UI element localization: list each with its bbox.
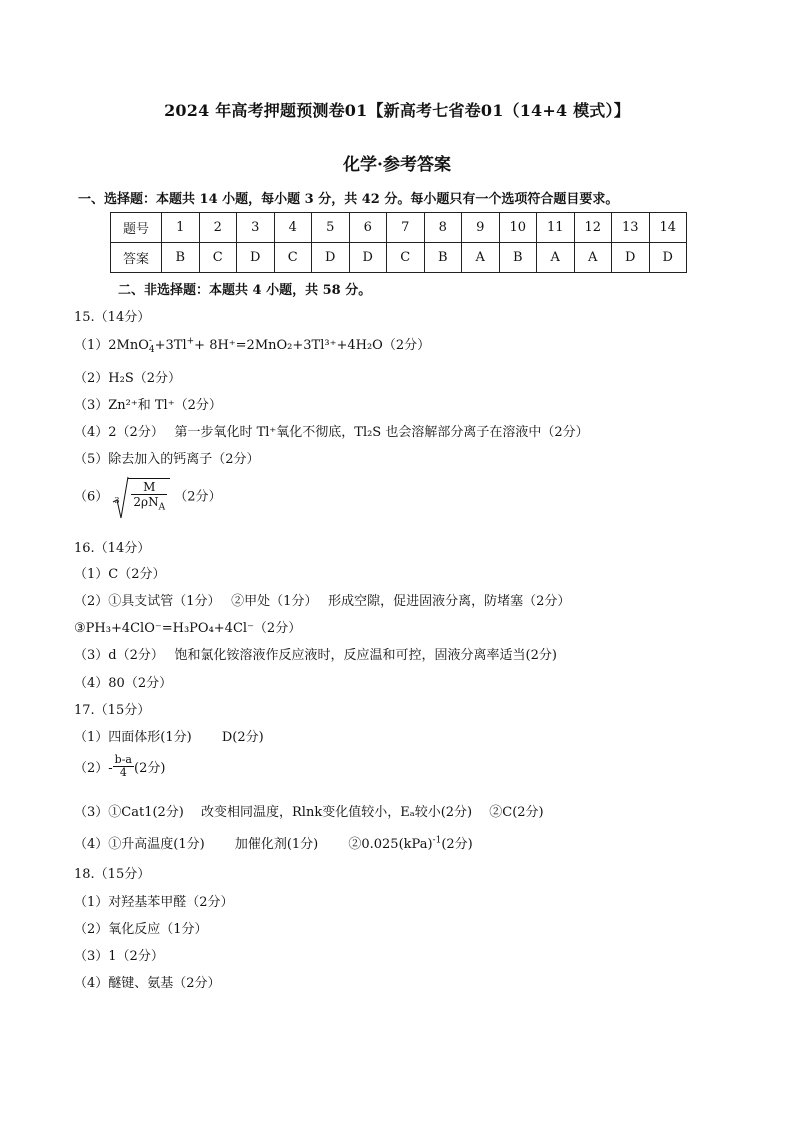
fraction-denominator: 4 [119,766,127,780]
table-cell: 14 [649,213,687,243]
table-cell: D [649,243,687,273]
table-cell: 1 [162,213,200,243]
q15-a6-post: （2分） [174,489,222,505]
q15-a1-sup: - [148,336,152,347]
table-row-answers [111,243,687,273]
fraction-numerator: M [131,480,167,495]
table-header-cell: 题号 [111,213,162,243]
table-cell: 3 [237,213,275,243]
fraction-numerator: b-a [114,753,132,766]
q18-answer-1: （1）对羟基苯甲醛（2分） [74,895,234,910]
table-cell: A [537,243,575,273]
cube-root-expression [112,478,170,512]
q15-answer-3: （3）Zn²⁺和 Tl⁺（2分） [74,398,222,413]
q15-a1-sub: 4 [148,344,155,355]
q17-answer-4 [74,833,473,852]
table-cell: D [312,243,350,273]
fraction-denominator: $2\rho N_A$ [133,495,166,513]
q15-answer-1 [74,334,430,354]
question-17-head: 17.（15分） [74,703,151,718]
q17-answer-3: （3）①Cat1(2分) 改变相同温度，Rlnk变化值较小，Eₐ较小(2分) ②C(2分) [74,805,544,820]
page-subtitle: 化学·参考答案 [343,155,451,175]
table-header-cell: 答案 [111,243,162,273]
table-cell: D [349,243,387,273]
q16-answer-1: （1）C（2分） [74,567,166,582]
table-cell: 9 [462,213,500,243]
table-cell: 2 [199,213,237,243]
table-cell: 5 [312,213,350,243]
q18-answer-3: （3）1（2分） [74,949,164,964]
table-cell: D [612,243,650,273]
table-cell: 12 [574,213,612,243]
q15-a1-rest: + 8H⁺=2MnO₂+3Tl³⁺+4H₂O（2分） [194,338,431,353]
table-cell: 7 [387,213,425,243]
table-cell: B [424,243,462,273]
table-cell: C [387,243,425,273]
q17-a4-post: (2分) [441,837,473,852]
table-row-numbers [111,213,687,243]
table-cell: 4 [274,213,312,243]
q17-a4-pre: （4）①升高温度(1分) 加催化剂(1分) ②0.025(kPa) [74,837,433,852]
answer-table [110,212,687,273]
page-title: 2024 年高考押题预测卷01【新高考七省卷01（14+4 模式）】 [164,101,630,120]
question-18-head: 18.（15分） [74,867,151,882]
table-cell: 11 [537,213,575,243]
table-cell: A [574,243,612,273]
q15-a1-sup2: + [186,336,195,347]
section-heading-nonchoice: 二、非选择题：本题共 4 小题，共 58 分。 [118,283,372,298]
q15-a1-pre: （1）2MnO [74,338,149,353]
table-cell: 13 [612,213,650,243]
q17-answer-2 [74,754,165,779]
q15-answer-4: （4）2（2分） 第一步氧化时 Tl⁺氧化不彻底，Tl₂S 也会溶解部分离子在溶液中（2分） [74,425,589,440]
root-body [128,478,170,512]
q15-answer-5: （5）除去加入的钙离子（2分） [74,452,260,467]
q17-answer-1: （1）四面体形(1分) D(2分) [74,730,264,745]
q16-answer-2: （2）①具支试管（1分） ②甲处（1分） 形成空隙，促进固液分离，防堵塞（2分） [74,594,571,609]
fraction [113,754,134,779]
table-cell: 10 [499,213,537,243]
q15-a1-mid: +3Tl [154,338,187,353]
q18-answer-4: （4）醚键、氨基（2分） [74,976,221,991]
table-cell: B [499,243,537,273]
table-cell: C [199,243,237,273]
question-16-head: 16.（14分） [74,541,151,556]
q16-answer-3: （3）d（2分） 饱和氯化铵溶液作反应液时，反应温和可控，固液分离率适当(2分) [74,648,557,663]
q16-answer-4: （4）80（2分） [74,676,173,691]
q17-a2-pre: （2）- [74,761,113,777]
q17-a2-post: (2分) [134,761,166,777]
table-cell: 8 [424,213,462,243]
table-cell: A [462,243,500,273]
q16-answer-2b: ③PH₃+4ClO⁻=H₃PO₄+4Cl⁻（2分） [74,621,302,636]
q17-a4-sup: -1 [432,835,442,846]
root-index: 3 [114,496,120,505]
table-cell: B [162,243,200,273]
table-cell: 6 [349,213,387,243]
q15-answer-6 [74,478,222,512]
question-15-head: 15.（14分） [74,310,151,325]
section-heading-choice: 一、选择题：本题共 14 小题，每小题 3 分，共 42 分。每小题只有一个选项符合题目要求。 [78,192,619,207]
table-cell: C [274,243,312,273]
table-cell: D [237,243,275,273]
q15-a6-pre: （6） [74,489,109,505]
q15-answer-2: （2）H₂S（2分） [74,371,181,386]
q18-answer-2: （2）氧化反应（1分） [74,922,208,937]
